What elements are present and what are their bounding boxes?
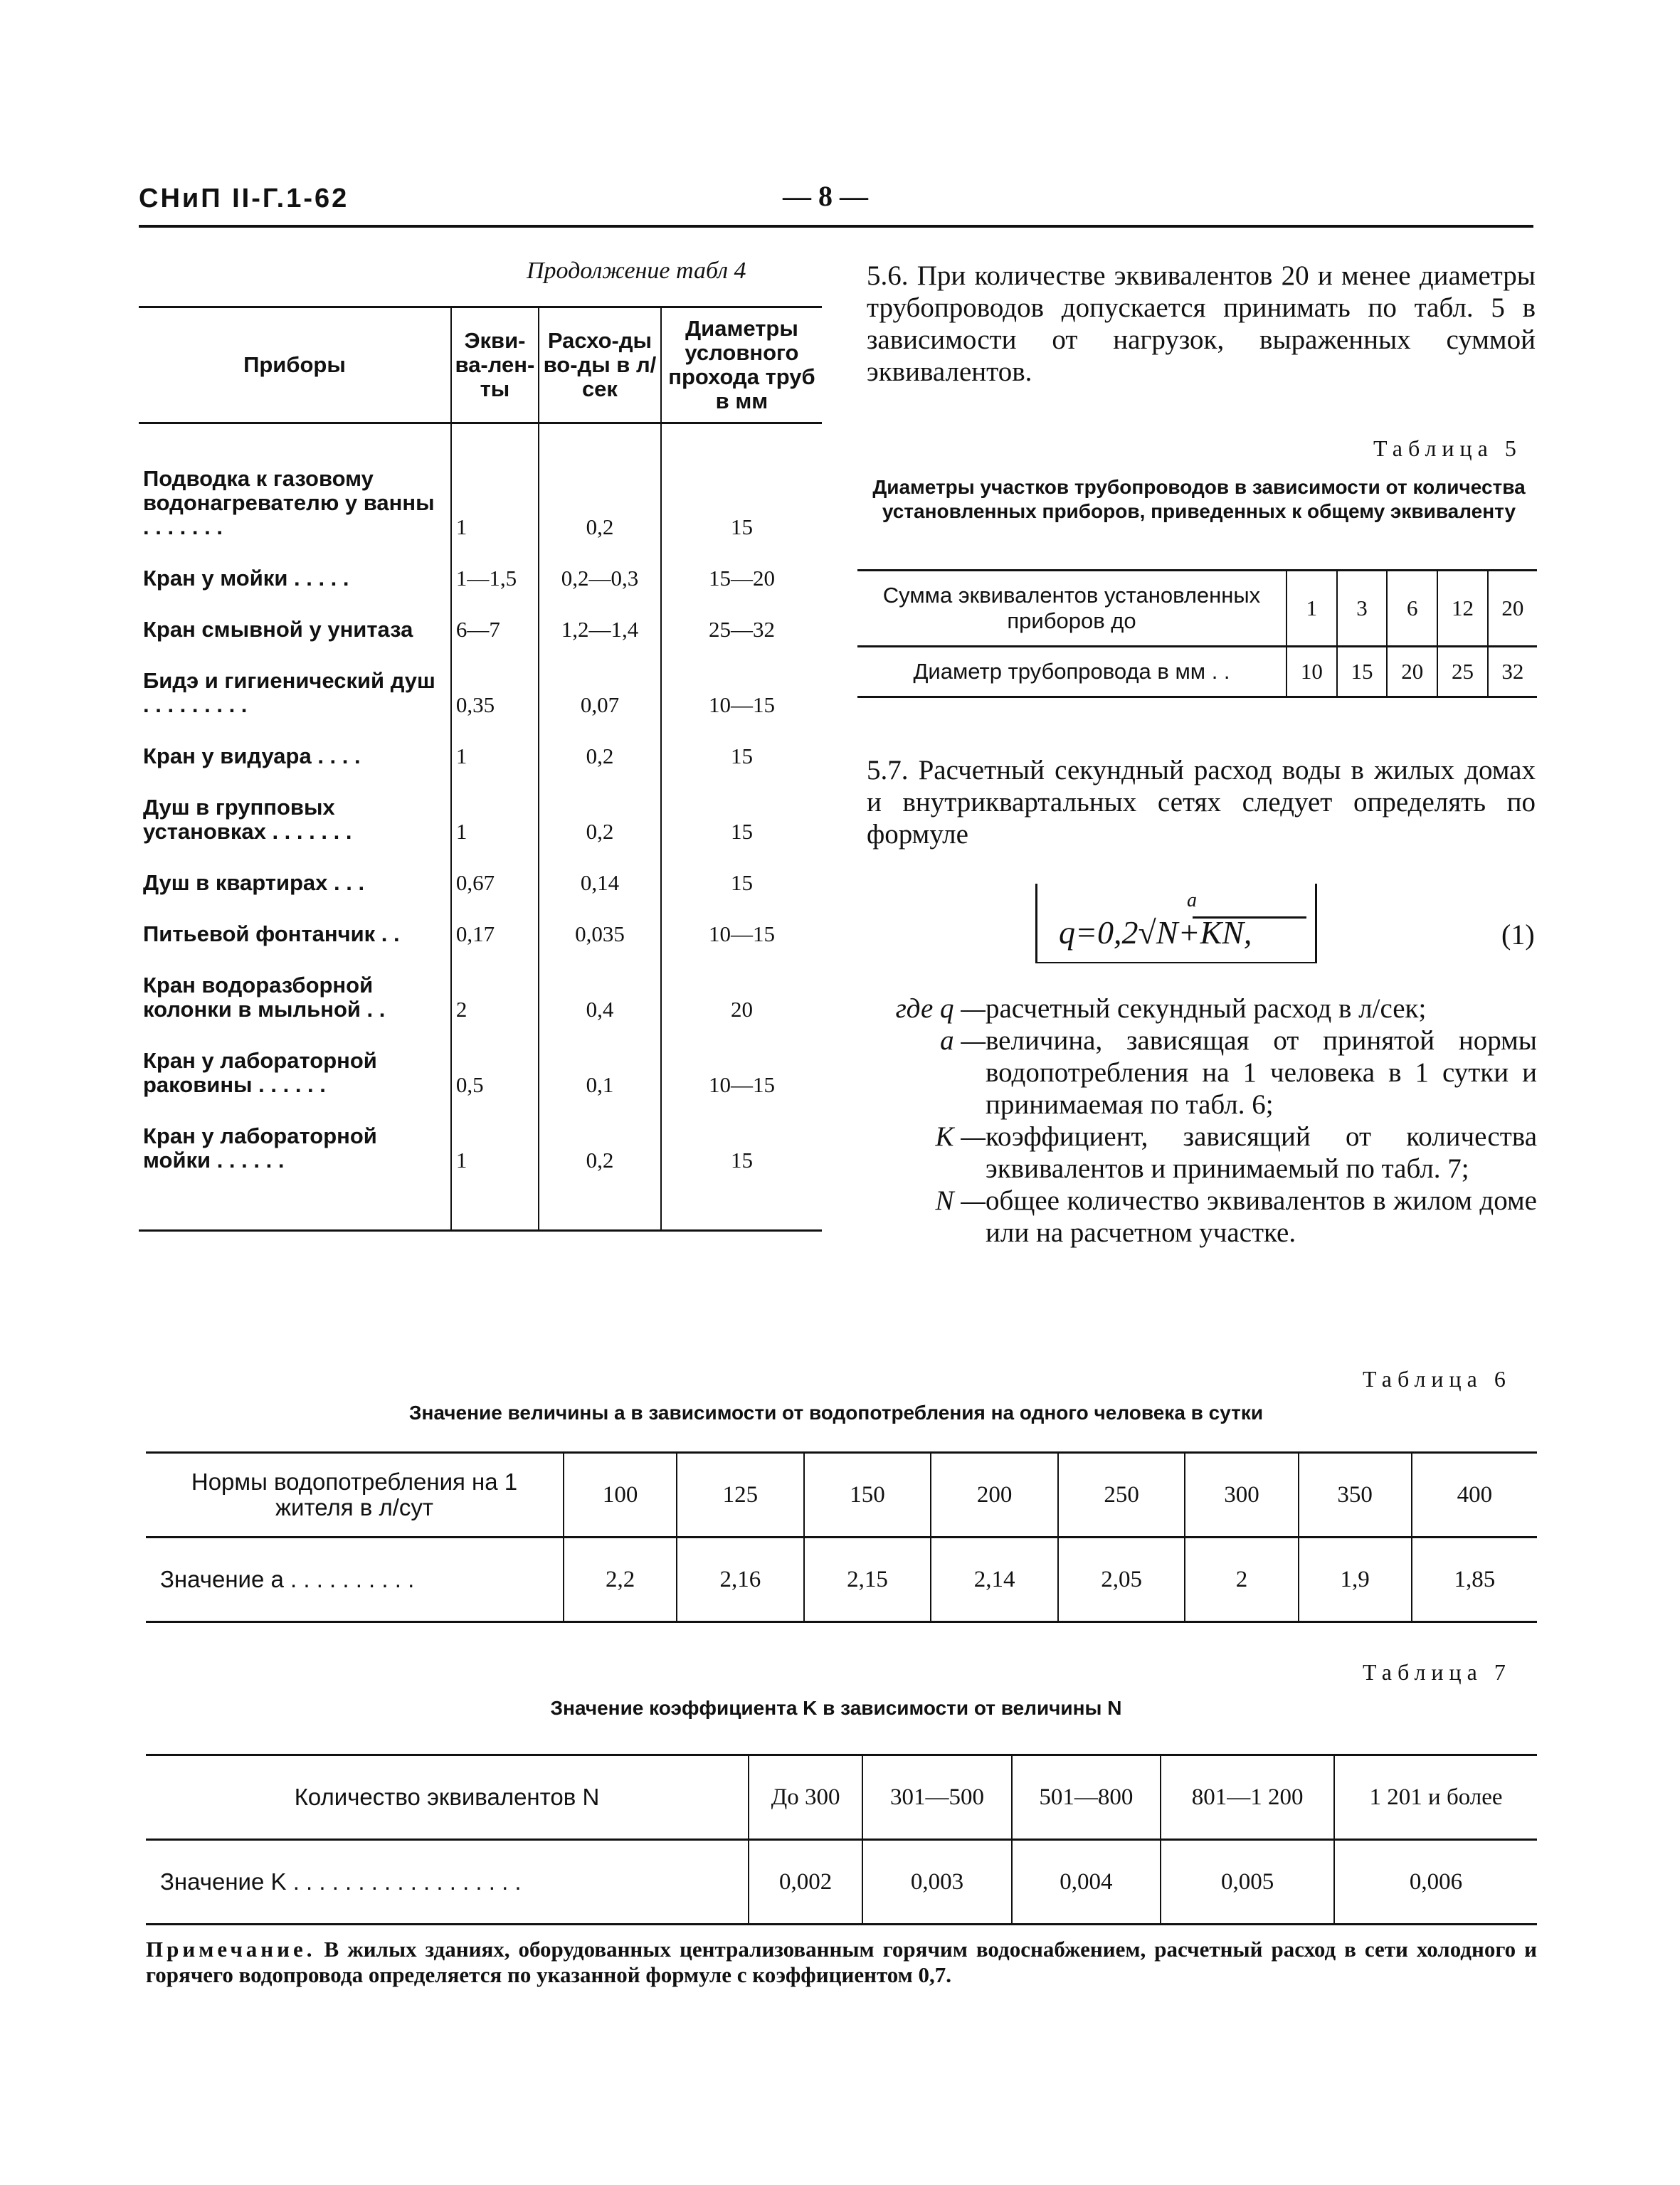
table6-row1-label: Нормы водопотребления на 1 жителя в л/сут: [146, 1453, 564, 1538]
footnote-text: В жилых зданиях, оборудованных централизованным горячим водоснабжением, расчетный расход в сети холодного и горячего водопровода определяется по указанной формуле с коэффициентом 0,7.: [146, 1937, 1537, 1987]
table-row: [139, 603, 822, 655]
table4-header-diameter: Диаметры условного прохода труб в мм: [661, 307, 822, 423]
cell: 0,2: [539, 730, 661, 781]
table-row: [139, 730, 822, 781]
cell: 15: [661, 1110, 822, 1231]
cell: 1: [451, 423, 539, 553]
cell: 1,9: [1299, 1538, 1412, 1622]
table-row: [139, 959, 822, 1035]
cell: 3: [1337, 571, 1388, 647]
cell: 2: [451, 959, 539, 1035]
legend-definition: коэффициент, зависящий от количества эквивалентов и принимаемый по табл. 7;: [986, 1121, 1537, 1184]
cell: 10—15: [661, 655, 822, 730]
cell: 25—32: [661, 603, 822, 655]
cell: 0,2—0,3: [539, 552, 661, 603]
cell: 15: [661, 781, 822, 857]
legend-item: [857, 1185, 1537, 1249]
cell: 20: [1387, 647, 1437, 697]
cell: 0,035: [539, 908, 661, 959]
cell: 10—15: [661, 1035, 822, 1110]
cell: 2: [1185, 1538, 1298, 1622]
table-row: [146, 1840, 1537, 1925]
cell: Душ в квартирах . . .: [143, 870, 365, 895]
cell: Кран у лабораторной мойки . . . . . .: [139, 1110, 451, 1231]
cell: 32: [1488, 647, 1537, 697]
table4-continuation-caption: Продолжение табл 4: [527, 258, 746, 284]
cell: 125: [677, 1453, 804, 1538]
table7-row1-label: Количество эквивалентов N: [146, 1755, 749, 1840]
cell: 15: [661, 423, 822, 553]
cell: 1,85: [1412, 1538, 1537, 1622]
cell: Кран у видуара . . . .: [143, 744, 361, 768]
table7-row2-label: Значение K . . . . . . . . . . . . . . . . . .: [146, 1840, 749, 1925]
cell: 200: [931, 1453, 1058, 1538]
cell: 0,002: [749, 1840, 862, 1925]
cell: 501—800: [1012, 1755, 1161, 1840]
formula-number: (1): [1501, 919, 1535, 951]
cell: 0,2: [539, 781, 661, 857]
cell: 0,67: [451, 857, 539, 908]
cell: 1: [451, 730, 539, 781]
cell: Подводка к газовому водонагревателю у ванны . . . . . . .: [143, 466, 435, 539]
table4: [139, 306, 822, 1232]
table-row: [139, 655, 822, 730]
cell: 15: [661, 730, 822, 781]
cell: 0,006: [1334, 1840, 1537, 1925]
legend-symbol: K —: [935, 1121, 986, 1152]
cell: 0,35: [451, 655, 539, 730]
table-row: [146, 1538, 1537, 1622]
table-row: [139, 552, 822, 603]
cell: 300: [1185, 1453, 1298, 1538]
cell: 0,4: [539, 959, 661, 1035]
cell: 350: [1299, 1453, 1412, 1538]
table-row: [857, 571, 1537, 647]
legend-definition: величина, зависящая от принятой нормы водопотребления на 1 человека в 1 сутки и принимаемая по табл. 6;: [986, 1025, 1537, 1120]
cell: 15: [661, 857, 822, 908]
cell: 10: [1287, 647, 1337, 697]
cell: 0,005: [1161, 1840, 1334, 1925]
table4-header-devices: Приборы: [139, 307, 451, 423]
header-divider: [139, 225, 1533, 228]
table4-header-flow: Расхо-ды во-ды в л/сек: [539, 307, 661, 423]
legend-symbol: где q —: [895, 993, 986, 1024]
cell: 0,17: [451, 908, 539, 959]
cell: 0,14: [539, 857, 661, 908]
document-code: СНиП II-Г.1-62: [139, 184, 349, 213]
formula-text: q=0,2√N+KN,: [1059, 914, 1252, 951]
cell: 25: [1437, 647, 1488, 697]
cell: 20: [1488, 571, 1537, 647]
cell: 0,07: [539, 655, 661, 730]
cell: 2,05: [1058, 1538, 1185, 1622]
table6-row2-label: Значение a . . . . . . . . . .: [146, 1538, 564, 1622]
cell: 0,5: [451, 1035, 539, 1110]
formula-box: [1035, 884, 1317, 963]
cell: 1,2—1,4: [539, 603, 661, 655]
cell: 0,2: [539, 423, 661, 553]
table-row: [139, 781, 822, 857]
table-row: [146, 1755, 1537, 1840]
table5-label: Таблица 5: [1373, 435, 1522, 461]
cell: 0,004: [1012, 1840, 1161, 1925]
cell: 400: [1412, 1453, 1537, 1538]
formula-root-index: a: [1187, 889, 1197, 911]
cell: Кран смывной у унитаза: [143, 617, 413, 642]
cell: 0,1: [539, 1035, 661, 1110]
cell: 15—20: [661, 552, 822, 603]
table4-header-equivalents: Экви-ва-лен-ты: [451, 307, 539, 423]
cell: Питьевой фонтанчик . .: [143, 921, 400, 946]
table-row: [139, 1035, 822, 1110]
table5-row2-label: Диаметр трубопровода в мм . .: [857, 647, 1287, 697]
cell: 1 201 и более: [1334, 1755, 1537, 1840]
cell: Бидэ и гигиенический душ . . . . . . . . .: [143, 668, 435, 717]
cell: 250: [1058, 1453, 1185, 1538]
table-row: [857, 647, 1537, 697]
cell: 10—15: [661, 908, 822, 959]
cell: 2,16: [677, 1538, 804, 1622]
legend-symbol: N —: [935, 1185, 986, 1216]
table5-row1-label: Сумма эквивалентов установленных приборов до: [857, 571, 1287, 647]
cell: 12: [1437, 571, 1488, 647]
page-number: — 8 —: [783, 180, 868, 212]
cell: 2,15: [804, 1538, 931, 1622]
table6-title: Значение величины a в зависимости от водопотребления на одного человека в сутки: [408, 1402, 1264, 1424]
cell: 301—500: [862, 1755, 1011, 1840]
cell: Кран у мойки . . . . .: [143, 566, 349, 591]
cell: До 300: [749, 1755, 862, 1840]
table-row: [139, 1110, 822, 1231]
cell: 1: [1287, 571, 1337, 647]
cell: 15: [1337, 647, 1388, 697]
cell: 2,14: [931, 1538, 1058, 1622]
cell: 0,003: [862, 1840, 1011, 1925]
legend-definition: расчетный секундный расход в л/сек;: [986, 993, 1427, 1024]
cell: 801—1 200: [1161, 1755, 1334, 1840]
table-row: [139, 908, 822, 959]
legend-item: [857, 993, 1537, 1025]
legend-definition: общее количество эквивалентов в жилом доме или на расчетном участке.: [986, 1185, 1537, 1248]
table6-label: Таблица 6: [1363, 1366, 1511, 1392]
cell: 2,2: [564, 1538, 677, 1622]
paragraph-5-6: 5.6. При количестве эквивалентов 20 и менее диаметры трубопроводов допускается принимать по табл. 5 в зависимости от нагрузок, выраженных суммой эквивалентов.: [867, 260, 1536, 387]
table7-title: Значение коэффициента K в зависимости от величины N: [550, 1697, 1122, 1719]
cell: Кран водоразборной колонки в мыльной . .: [143, 973, 386, 1022]
legend-item: [857, 1121, 1537, 1185]
cell: 100: [564, 1453, 677, 1538]
table-row: [139, 857, 822, 908]
cell: Душ в групповых установках . . . . . . .: [143, 795, 352, 844]
cell: 0,2: [539, 1110, 661, 1231]
table-row: [146, 1453, 1537, 1538]
paragraph-5-7: 5.7. Расчетный секундный расход воды в жилых домах и внутриквартальных сетях следует определять по формуле: [867, 755, 1536, 850]
legend-item: [857, 1025, 1537, 1121]
table6: [146, 1451, 1537, 1623]
cell: 1: [451, 1110, 539, 1231]
table5: [857, 569, 1537, 698]
table7: [146, 1754, 1537, 1925]
cell: 6—7: [451, 603, 539, 655]
table7-label: Таблица 7: [1363, 1659, 1511, 1685]
legend-symbol: a —: [940, 1025, 986, 1056]
cell: Кран у лабораторной раковины . . . . . .: [143, 1048, 377, 1097]
cell: 20: [661, 959, 822, 1035]
cell: 1—1,5: [451, 552, 539, 603]
cell: 150: [804, 1453, 931, 1538]
table5-title: Диаметры участков трубопроводов в зависимости от количества установленных приборов, приведенных к общему эквиваленту: [872, 476, 1526, 522]
cell: 1: [451, 781, 539, 857]
formula-legend: [857, 993, 1537, 1249]
footnote-label: Примечание.: [146, 1937, 316, 1962]
cell: 6: [1387, 571, 1437, 647]
table4-header-row: [139, 307, 822, 423]
table-row: [139, 423, 822, 553]
footnote: [146, 1937, 1537, 1988]
